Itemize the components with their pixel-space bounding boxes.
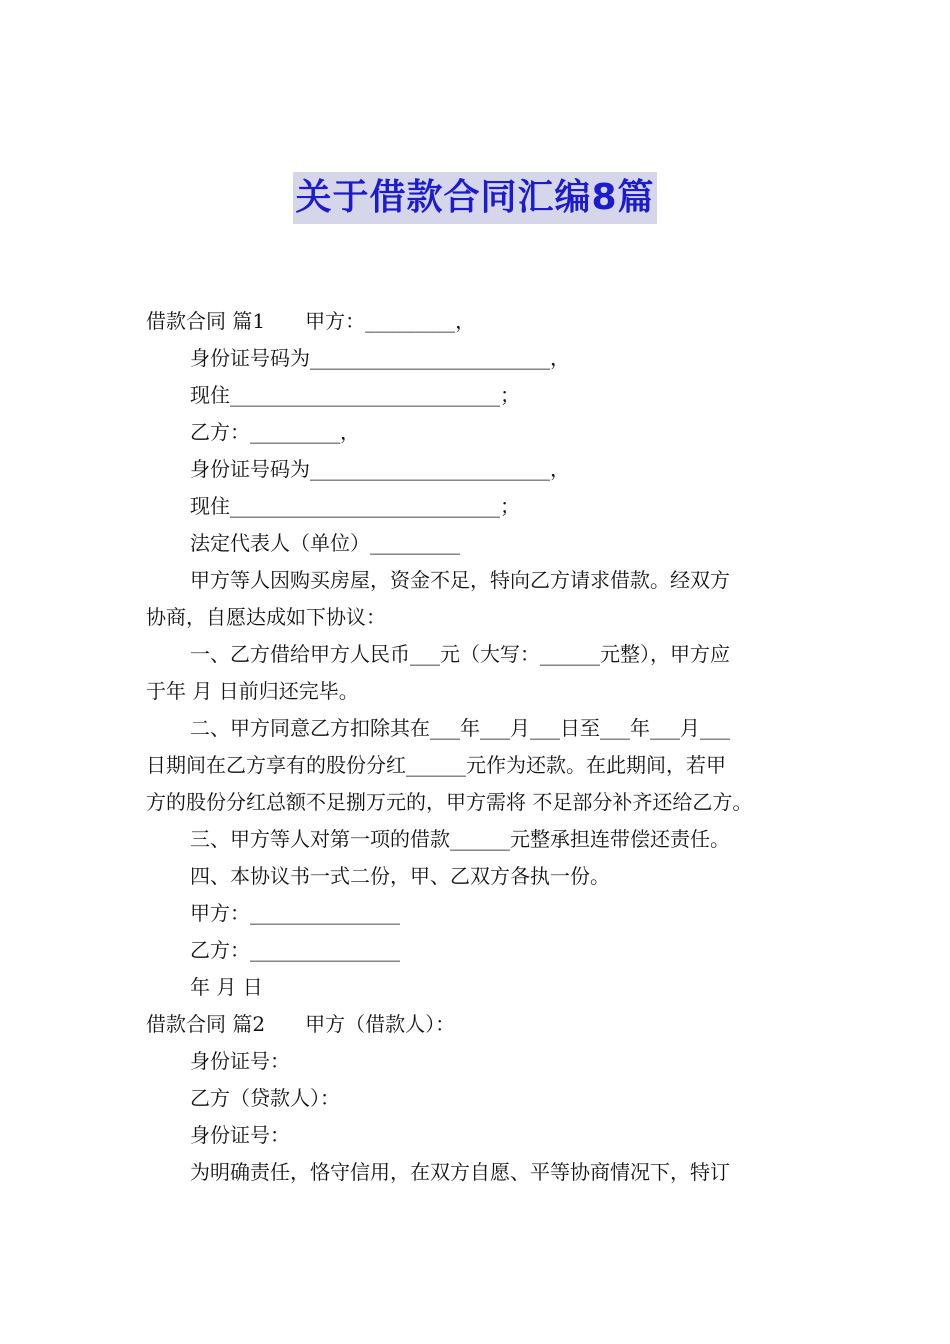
party-a-label: 甲方（借款人）： (305, 1012, 456, 1036)
paragraph-line: 身份证号： (190, 1049, 290, 1073)
paragraph-line: 三、甲方等人对第一项的借款______元整承担连带偿还责任。 (190, 827, 730, 851)
section-heading-2 (146, 1006, 810, 1043)
section-title: 借款合同 篇1 (146, 309, 266, 333)
paragraph-line: 身份证号码为________________________， (190, 457, 570, 481)
paragraph-line: 于年 月 日前归还完毕。 (146, 679, 359, 703)
paragraph-line: 甲方等人因购买房屋，资金不足，特向乙方请求借款。经双方 (190, 568, 730, 592)
paragraph-line: 年 月 日 (190, 975, 263, 999)
paragraph-line: 为明确责任，恪守信用，在双方自愿、平等协商情况下，特订 (190, 1160, 730, 1184)
document-title: 关于借款合同汇编8篇 (293, 172, 656, 224)
paragraph-line: 法定代表人（单位）_________ (190, 531, 460, 555)
paragraph-line: 协商，自愿达成如下协议： (146, 605, 386, 629)
paragraph-line: 身份证号： (190, 1123, 290, 1147)
paragraph-line: 二、甲方同意乙方扣除其在___年___月___日至___年___月___ (190, 716, 730, 740)
paragraph-line: 现住___________________________； (190, 494, 520, 518)
paragraph-line: 乙方：_________， (190, 420, 360, 444)
paragraph-line: 方的股份分红总额不足捌万元的，甲方需将 不足部分补齐还给乙方。 (146, 790, 753, 814)
section-heading-1 (146, 303, 810, 340)
document-body (146, 303, 810, 1191)
paragraph-line: 四、本协议书一式二份，甲、乙双方各执一份。 (190, 864, 610, 888)
paragraph-line: 甲方：_______________ (190, 901, 400, 925)
party-a-label: 甲方：_________， (305, 309, 476, 333)
paragraph-line: 身份证号码为________________________， (190, 346, 570, 370)
paragraph-line: 现住___________________________； (190, 383, 520, 407)
section-title: 借款合同 篇2 (146, 1012, 266, 1036)
paragraph-line: 一、乙方借给甲方人民币___元（大写：______元整），甲方应 (190, 642, 730, 666)
title-wrapper (0, 172, 950, 224)
paragraph-line: 日期间在乙方享有的股份分红______元作为还款。在此期间，若甲 (146, 753, 726, 777)
paragraph-line: 乙方：_______________ (190, 938, 400, 962)
paragraph-line: 乙方（贷款人）： (190, 1086, 340, 1110)
